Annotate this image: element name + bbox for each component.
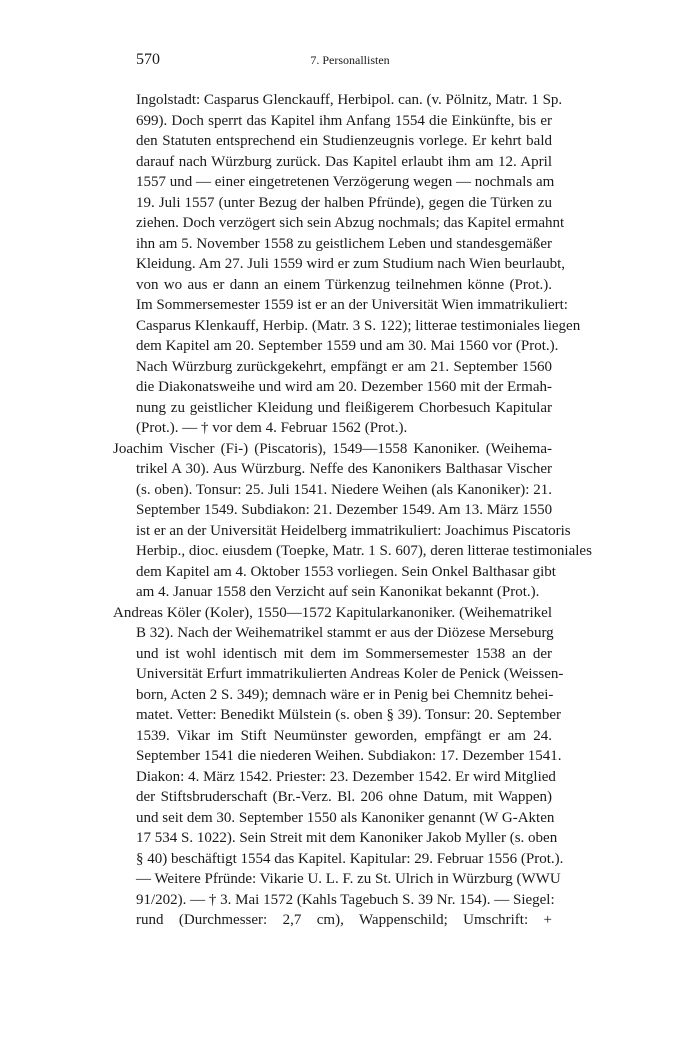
text-line: nung zu geistlicher Kleidung und fleißigerem Chorbesuch Kapitular — [136, 399, 552, 416]
text-line: born, Acten 2 S. 349); demnach wäre er in Penig bei Chemnitz behei- — [136, 686, 554, 703]
text-line: § 40) beschäftigt 1554 das Kapitel. Kapitular: 29. Februar 1556 (Prot.). — [136, 850, 564, 867]
text-line: 91/202). — † 3. Mai 1572 (Kahls Tagebuch S. 39 Nr. 154). — Siegel: — [136, 891, 555, 908]
text-line: September 1541 die niederen Weihen. Subdiakon: 17. Dezember 1541. — [136, 748, 562, 764]
text-line: ihn am 5. November 1558 zu geistlichem Leben und standesgemäßer — [136, 235, 552, 252]
text-line: rund (Durchmesser: 2,7 cm), Wappenschild; Umschrift: + — [136, 912, 552, 928]
text-line: und ist wohl identisch mit dem im Sommersemester 1538 an der — [136, 645, 552, 662]
text-line: B 32). Nach der Weihematrikel stammt er aus der Diözese Merseburg — [136, 625, 554, 641]
text-line: Casparus Klenkauff, Herbip. (Matr. 3 S. 122); litterae testimoniales liegen — [136, 317, 581, 334]
text-line: von wo aus er dann an einem Türkenzug teilnehmen könne (Prot.). — [136, 276, 552, 293]
text-line: Diakon: 4. März 1542. Priester: 23. Dezember 1542. Er wird Mitglied — [136, 768, 556, 785]
text-line: September 1549. Subdiakon: 21. Dezember 1549. Am 13. März 1550 — [136, 502, 553, 518]
text-line: (s. oben). Tonsur: 25. Juli 1541. Niedere Weihen (als Kanoniker): 21. — [136, 481, 552, 498]
text-line: 1539. Vikar im Stift Neumünster geworden, empfängt er am 24. — [136, 727, 552, 744]
text-line: matet. Vetter: Benedikt Mülstein (s. oben § 39). Tonsur: 20. September — [136, 707, 561, 723]
text-line: am 4. Januar 1558 den Verzicht auf sein Kanonikat bekannt (Prot.). — [136, 584, 540, 600]
text-line: 1557 und — einer eingetretenen Verzögerung wegen — nochmals am — [136, 174, 555, 190]
text-line: 699). Doch sperrt das Kapitel ihm Anfang 1554 die Einkünfte, bis er — [136, 112, 552, 129]
text-line: Ingolstadt: Casparus Glenckauff, Herbipol. can. (v. Pölnitz, Matr. 1 Sp. — [136, 92, 563, 108]
text-line: dem Kapitel am 20. September 1559 und am 30. Mai 1560 vor (Prot.). — [136, 338, 559, 354]
text-line: ziehen. Doch verzögert sich sein Abzug nochmals; das Kapitel ermahnt — [136, 215, 565, 231]
text-line: den Statuten entsprechend ein Studienzeugnis vorlege. Er kehrt bald — [136, 133, 552, 149]
page-number: 570 — [136, 51, 160, 68]
entry-heading-line: Andreas Köler (Koler), 1550—1572 Kapitularkanoniker. (Weihematrikel — [113, 604, 552, 621]
entry-heading-line: Joachim Vischer (Fi-) (Piscatoris), 1549—1558 Kanoniker. (Weihema- — [113, 440, 552, 457]
body-text — [113, 90, 592, 931]
text-line: Nach Würzburg zurückgekehrt, empfängt er am 21. September 1560 — [136, 358, 552, 375]
text-line: Herbip., dioc. eiusdem (Toepke, Matr. 1 S. 607), deren litterae testimoniales — [136, 543, 592, 559]
text-line: dem Kapitel am 4. Oktober 1553 vorliegen. Sein Onkel Balthasar gibt — [136, 563, 556, 580]
text-line: und seit dem 30. September 1550 als Kanoniker genannt (W G-Akten — [136, 809, 555, 826]
text-line: trikel A 30). Aus Würzburg. Neffe des Kanonikers Balthasar Vischer — [136, 461, 552, 477]
text-line: Im Sommersemester 1559 ist er an der Universität Wien immatrikuliert: — [136, 297, 568, 313]
text-line: darauf nach Würzburg zurück. Das Kapitel erlaubt ihm am 12. April — [136, 153, 552, 170]
text-line: Kleidung. Am 27. Juli 1559 wird er zum Studium nach Wien beurlaubt, — [136, 256, 566, 272]
text-line: 19. Juli 1557 (unter Bezug der halben Pfründe), gegen die Türken zu — [136, 194, 552, 211]
text-line: Universität Erfurt immatrikulierten Andreas Koler de Penick (Weissen- — [136, 666, 564, 682]
text-line: 17 534 S. 1022). Sein Streit mit dem Kanoniker Jakob Myller (s. oben — [136, 830, 558, 846]
text-line: (Prot.). — † vor dem 4. Februar 1562 (Prot.). — [136, 420, 408, 436]
running-head: 7. Personallisten — [310, 53, 390, 67]
text-line: ist er an der Universität Heidelberg immatrikuliert: Joachimus Piscatoris — [136, 522, 571, 539]
text-line: die Diakonatsweihe und wird am 20. Dezember 1560 mit der Ermah- — [136, 379, 552, 395]
text-line: der Stiftsbruderschaft (Br.-Verz. Bl. 206 ohne Datum, mit Wappen) — [136, 789, 552, 805]
text-line: — Weitere Pfründe: Vikarie U. L. F. zu St. Ulrich in Würzburg (WWU — [136, 871, 561, 887]
